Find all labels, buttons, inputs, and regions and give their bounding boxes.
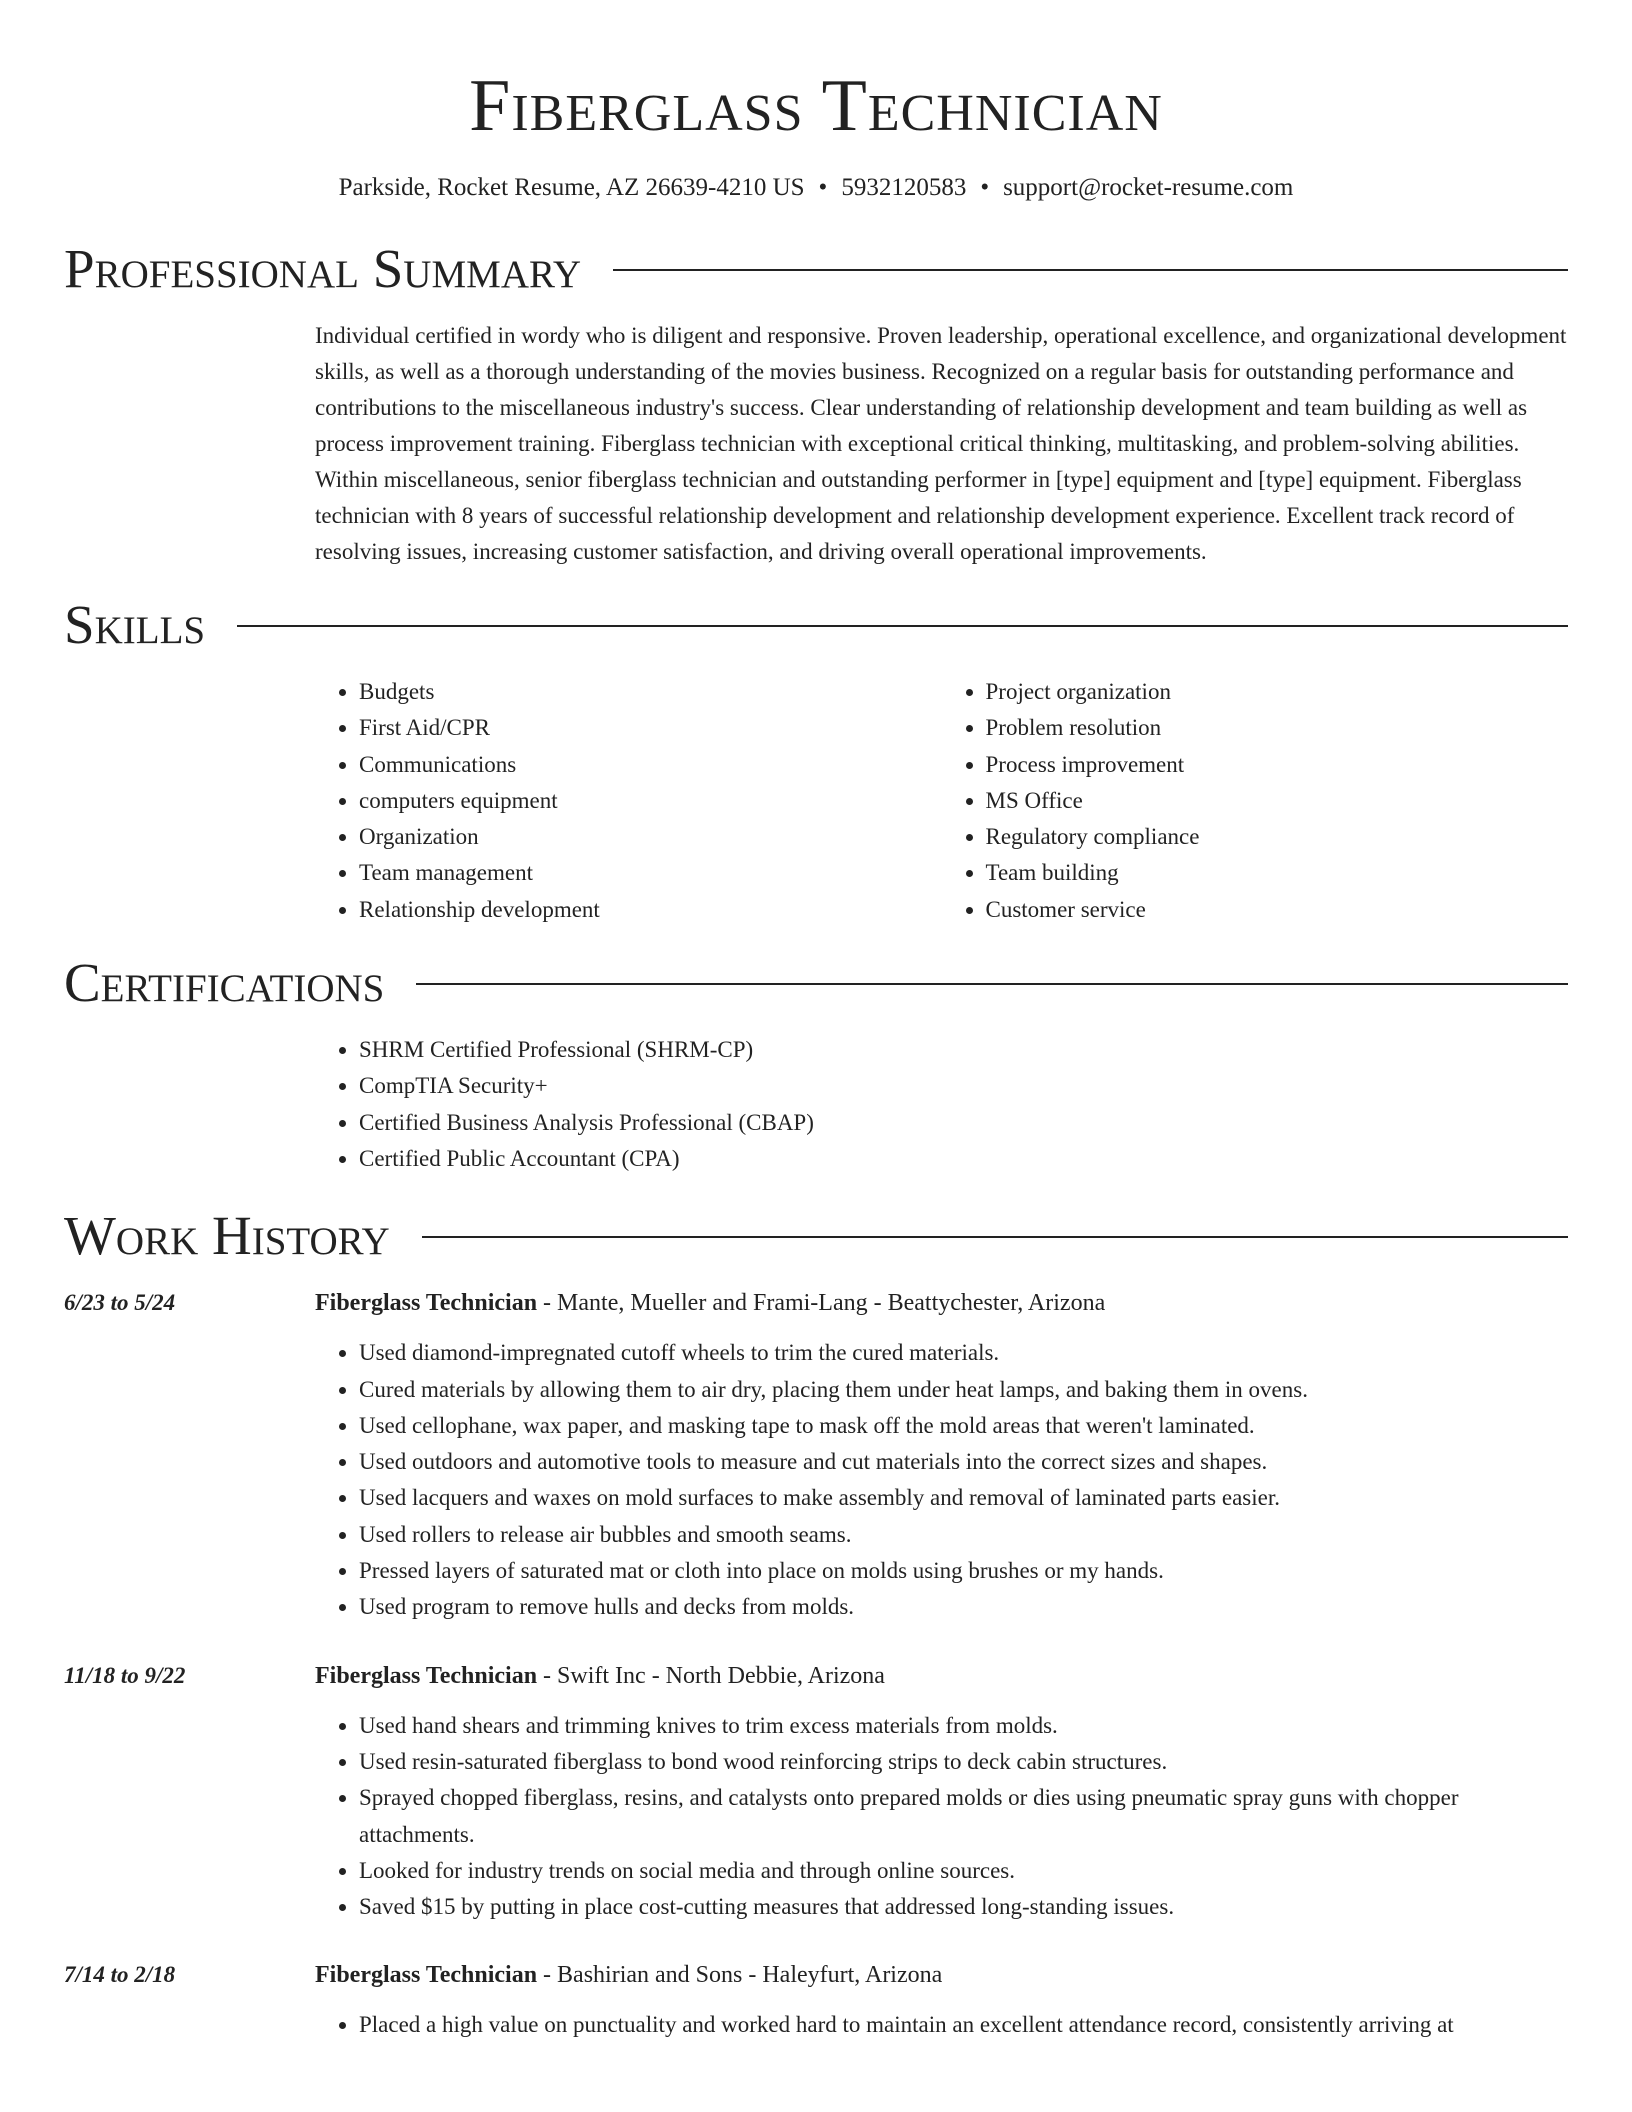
skill-item: • Relationship development [359, 892, 942, 928]
contact-separator: • [818, 174, 828, 201]
job-bullet: • Saved $15 by putting in place cost-cutting measures that addressed long-standing issues. [359, 1889, 1568, 1925]
section-header [64, 948, 1568, 1018]
job-body [315, 1658, 1568, 1926]
job-title: Fiberglass Technician [315, 1662, 538, 1689]
skill-item: • Communications [359, 747, 942, 783]
summary-content [315, 318, 1568, 570]
section-divider [237, 625, 1568, 627]
job-company-location: - Swift Inc - North Debbie, Arizona [537, 1662, 885, 1689]
job-bullet: • Pressed layers of saturated mat or cloth into place on molds using brushes or my hands. [359, 1553, 1568, 1589]
job-company-location: - Bashirian and Sons - Haleyfurt, Arizona [537, 1962, 943, 1989]
certifications-list [315, 1032, 1568, 1177]
job-bullet: • Used outdoors and automotive tools to measure and cut materials into the correct sizes and shapes. [359, 1444, 1568, 1480]
section-divider [613, 269, 1568, 271]
job-body [315, 1957, 1568, 2043]
job-bullet: • Placed a high value on punctuality and worked hard to maintain an excellent attendance record, consistently arriving at [359, 2007, 1568, 2043]
summary-text: Individual certified in wordy who is diligent and responsive. Proven leadership, operational excellence, and organizational development skills, as well as a thorough understanding of the movies business. Recognized on a regular basis for outstanding performance and contributions to the miscellaneous industry's success. Clear understanding of relationship development and team building as well as process improvement training. Fiberglass technician with exceptional critical thinking, multitasking, and problem-solving abilities. Within miscellaneous, senior fiberglass technician and outstanding performer in [type] equipment and [type] equipment. Fiberglass technician with 8 years of successful relationship development and relationship development experience. Excellent track record of resolving issues, increasing customer satisfaction, and driving overall operational improvements. [315, 323, 1567, 564]
job-bullet: • Looked for industry trends on social media and through online sources. [359, 1853, 1568, 1889]
skill-item: • Process improvement [986, 747, 1569, 783]
skills-list-left [315, 674, 942, 928]
job-bullet: • Used program to remove hulls and decks from molds. [359, 1589, 1568, 1625]
job-heading [315, 1285, 1568, 1321]
section-title-summary: Professional Summary [64, 238, 582, 299]
job-bullets [315, 1708, 1568, 1926]
job-bullet: • Used resin-saturated fiberglass to bond wood reinforcing strips to deck cabin structures. [359, 1744, 1568, 1780]
skill-item: • Budgets [359, 674, 942, 710]
certifications-content [315, 1032, 1568, 1177]
skill-item: • computers equipment [359, 783, 942, 819]
job-bullet: • Used rollers to release air bubbles and smooth seams. [359, 1517, 1568, 1553]
skill-item: • Team building [986, 855, 1569, 891]
job-title: Fiberglass Technician [315, 1962, 538, 1989]
skill-item: • Regulatory compliance [986, 819, 1569, 855]
skill-item: • First Aid/CPR [359, 710, 942, 746]
job-bullet: • Used lacquers and waxes on mold surfaces to make assembly and removal of laminated parts easier. [359, 1480, 1568, 1516]
contact-separator: • [980, 174, 990, 201]
skills-list-right [942, 674, 1569, 928]
skill-item: • Project organization [986, 674, 1569, 710]
job-title: Fiberglass Technician [315, 1290, 538, 1317]
skill-item: • Problem resolution [986, 710, 1569, 746]
job-body [315, 1285, 1568, 1625]
job-bullet: • Used cellophane, wax paper, and masking tape to mask off the mold areas that weren't laminated. [359, 1408, 1568, 1444]
job-heading [315, 1658, 1568, 1694]
job-entry [64, 1285, 1568, 1625]
certification-item: • Certified Public Accountant (CPA) [359, 1141, 1568, 1177]
job-entry [64, 1658, 1568, 1926]
job-entry [64, 1957, 1568, 2043]
job-company-location: - Mante, Mueller and Frami-Lang - Beattychester, Arizona [537, 1290, 1106, 1317]
job-bullet: • Used hand shears and trimming knives to trim excess materials from molds. [359, 1708, 1568, 1744]
section-title-skills: Skills [64, 594, 206, 655]
section-divider [422, 1236, 1568, 1238]
skills-section [64, 590, 1568, 928]
job-heading [315, 1957, 1568, 1993]
summary-section [64, 234, 1568, 570]
section-title-work-history: Work History [64, 1205, 390, 1267]
section-title-certifications: Certifications [64, 952, 385, 1014]
contact-email: support@rocket-resume.com [1003, 174, 1294, 201]
skill-item: • Team management [359, 855, 942, 891]
candidate-name: Fiberglass Technician [469, 65, 1163, 147]
section-header [64, 590, 1568, 660]
job-bullet: • Sprayed chopped fiberglass, resins, and catalysts onto prepared molds or dies using pneumatic spray guns with chopper attachments. [359, 1780, 1568, 1853]
certification-item: • Certified Business Analysis Professional (CBAP) [359, 1105, 1568, 1141]
skill-item: • MS Office [986, 783, 1569, 819]
section-divider [416, 983, 1568, 985]
section-header [64, 1201, 1568, 1271]
job-dates: 7/14 to 2/18 [64, 1962, 176, 1988]
certifications-section [64, 948, 1568, 1177]
section-header [64, 234, 1568, 304]
job-bullets [315, 2007, 1568, 2043]
certification-item: • CompTIA Security+ [359, 1068, 1568, 1104]
certification-item: • SHRM Certified Professional (SHRM-CP) [359, 1032, 1568, 1068]
job-bullets [315, 1335, 1568, 1625]
skills-grid [315, 674, 1568, 928]
job-bullet: • Used diamond-impregnated cutoff wheels to trim the cured materials. [359, 1335, 1568, 1371]
job-dates: 11/18 to 9/22 [64, 1662, 186, 1688]
work-history-section [64, 1201, 1568, 2043]
contact-address: Parkside, Rocket Resume, AZ 26639-4210 US [338, 174, 805, 201]
contact-line [64, 172, 1568, 204]
contact-phone: 5932120583 [841, 174, 967, 201]
job-dates: 6/23 to 5/24 [64, 1290, 176, 1316]
skill-item: • Organization [359, 819, 942, 855]
skill-item: • Customer service [986, 892, 1569, 928]
job-bullet: • Cured materials by allowing them to air dry, placing them under heat lamps, and baking them in ovens. [359, 1372, 1568, 1408]
